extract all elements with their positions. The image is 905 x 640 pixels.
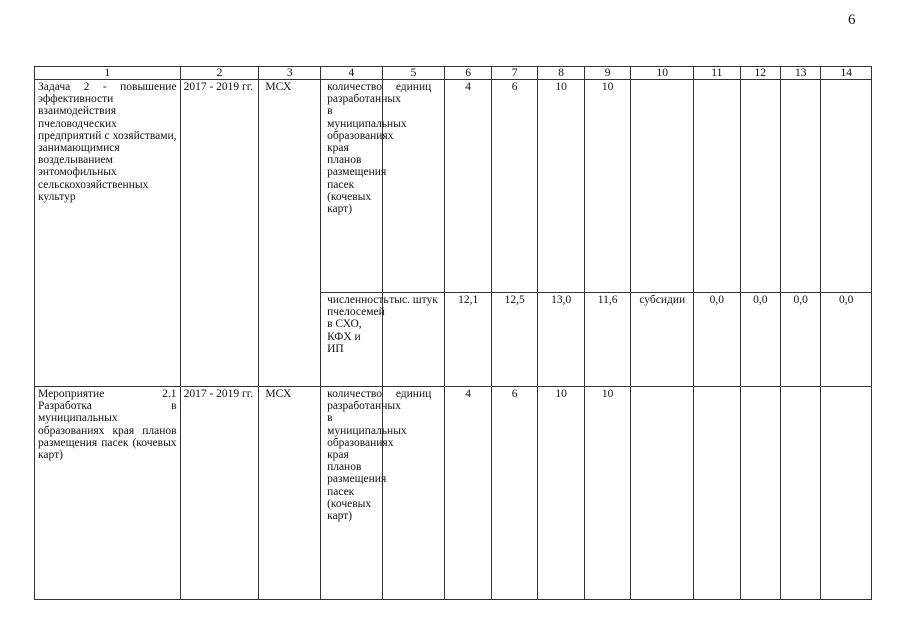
value-cell xyxy=(740,80,780,293)
unit-cell: тыс. штук xyxy=(382,293,445,387)
value-cell xyxy=(694,387,741,600)
header-cell: 3 xyxy=(259,67,321,80)
value-cell: 11,6 xyxy=(584,293,631,387)
value-cell: 0,0 xyxy=(780,293,820,387)
header-cell: 1 xyxy=(35,67,181,80)
value-cell: 0,0 xyxy=(821,293,872,387)
unit-cell: единиц xyxy=(382,80,445,293)
header-cell: 12 xyxy=(740,67,780,80)
value-cell xyxy=(694,80,741,293)
value-cell: 0,0 xyxy=(740,293,780,387)
source-cell xyxy=(631,387,694,600)
table-row xyxy=(35,387,872,600)
source-cell xyxy=(631,80,694,293)
value-cell: 10 xyxy=(584,80,631,293)
value-cell: 10 xyxy=(584,387,631,600)
indicator-cell: количество разработанных в муниципальных образованиях края планов размещения пасек (кочевых карт) xyxy=(321,80,383,293)
header-cell: 6 xyxy=(445,67,492,80)
source-cell: субсидии xyxy=(631,293,694,387)
value-cell: 6 xyxy=(491,80,538,293)
header-cell: 5 xyxy=(382,67,445,80)
header-cell: 2 xyxy=(180,67,259,80)
header-cell: 9 xyxy=(584,67,631,80)
period-cell: 2017 - 2019 гг. xyxy=(180,387,259,600)
value-cell: 10 xyxy=(538,80,585,293)
value-cell xyxy=(821,387,872,600)
value-cell xyxy=(740,387,780,600)
value-cell xyxy=(780,387,820,600)
period-cell: 2017 - 2019 гг. xyxy=(180,80,259,387)
value-cell xyxy=(780,80,820,293)
value-cell xyxy=(821,80,872,293)
value-cell: 6 xyxy=(491,387,538,600)
executor-cell: МСХ xyxy=(259,387,321,600)
value-cell: 4 xyxy=(445,80,492,293)
header-cell: 11 xyxy=(694,67,741,80)
task-cell: Мероприятие 2.1 Разработка в муниципальных образованиях края планов размещения пасек (кочевых карт) xyxy=(35,387,181,600)
header-cell: 10 xyxy=(631,67,694,80)
header-row xyxy=(35,67,872,80)
header-cell: 13 xyxy=(780,67,820,80)
indicator-cell: численность пчелосемей в СХО, КФХ и ИП xyxy=(321,293,383,387)
task-cell: Задача 2 - повышение эффективности взаимодействия пчеловодческих предприятий с хозяйствами, занимающимися возделыванием энтомофильных сельскохозяйственных культур xyxy=(35,80,181,387)
program-table xyxy=(34,66,872,600)
value-cell: 12,5 xyxy=(491,293,538,387)
executor-cell: МСХ xyxy=(259,80,321,387)
value-cell: 10 xyxy=(538,387,585,600)
page-number: 6 xyxy=(848,12,856,28)
value-cell: 4 xyxy=(445,387,492,600)
indicator-cell: количество разработанных в муниципальных образованиях края планов размещения пасек (кочевых карт) xyxy=(321,387,383,600)
header-cell: 4 xyxy=(321,67,383,80)
header-cell: 7 xyxy=(491,67,538,80)
value-cell: 0,0 xyxy=(694,293,741,387)
header-cell: 14 xyxy=(821,67,872,80)
value-cell: 13,0 xyxy=(538,293,585,387)
table-row xyxy=(35,80,872,293)
value-cell: 12,1 xyxy=(445,293,492,387)
unit-cell: единиц xyxy=(382,387,445,600)
header-cell: 8 xyxy=(538,67,585,80)
